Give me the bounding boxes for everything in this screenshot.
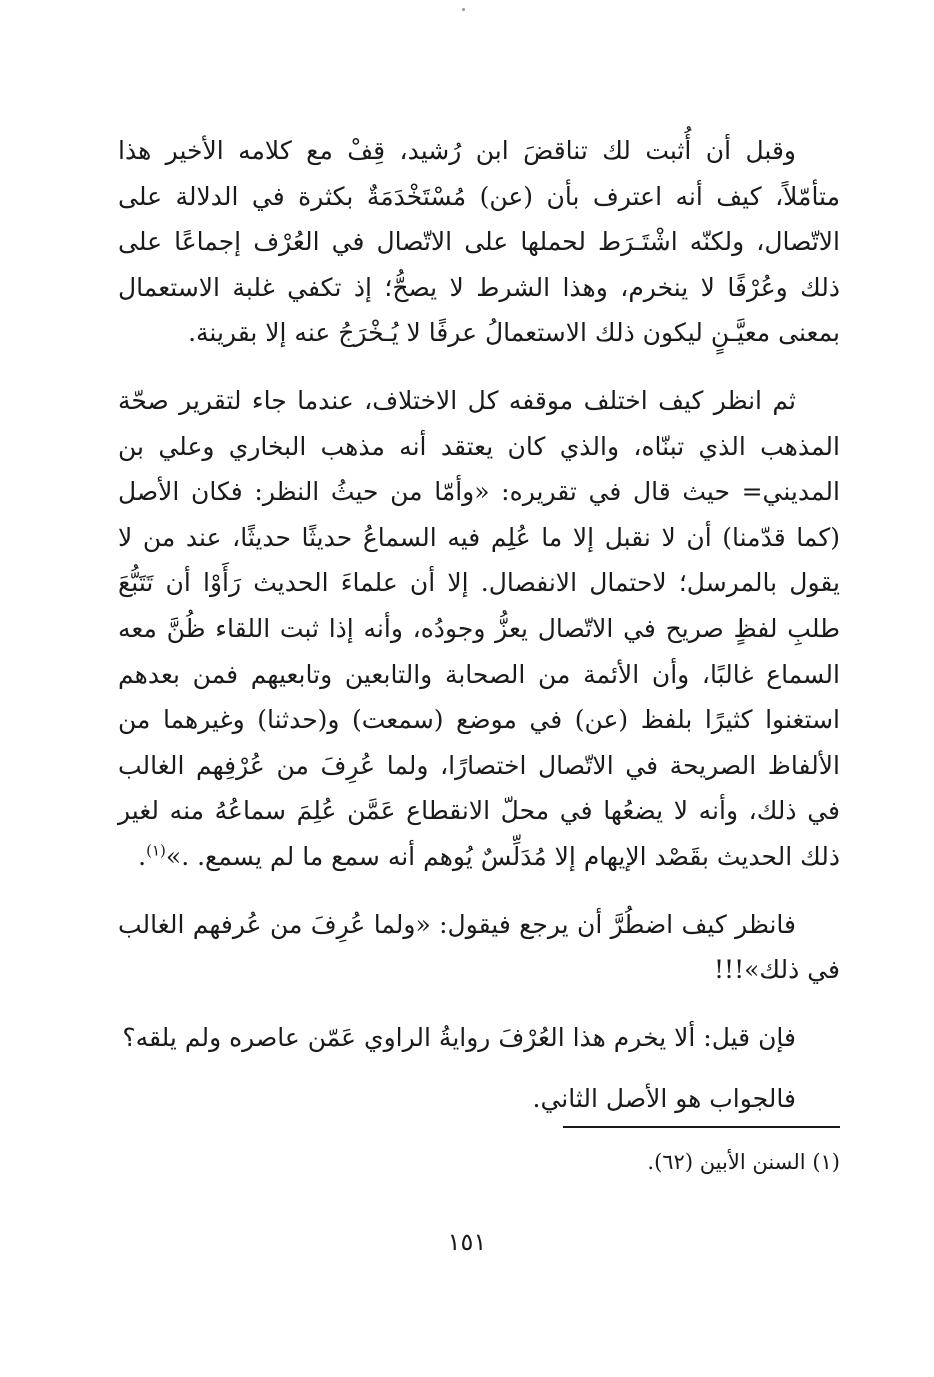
scan-mark [462,8,465,11]
paragraph-5: فالجواب هو الأصل الثاني. [532,1084,796,1114]
paragraph-2 [118,378,840,880]
paragraph-3: فانظر كيف اضطُرَّ أن يرجع فيقول: «ولما عُرِفَ من عُرفهم الغالب في ذلك»!!! [118,909,840,985]
page-number: ١٥١ [447,1228,487,1256]
paragraph-2-end: . [138,841,147,871]
footnotes [118,1142,840,1182]
main-text [118,128,840,1138]
footnote-reference[interactable]: (١) [146,841,166,860]
paragraph-2-text: ثم انظر كيف اختلف موقفه كل الاختلاف، عندما جاء لتقرير صحّة المذهب الذي تبنّاه، والذي كان يعتقد أنه مذهب البخاري وعلي بن المديني= حيث قال في تقريره: «وأمّا من حيثُ النظر: فكان الأصل (كما قدّمنا) أن لا نقبل إلا ما عُلِم فيه السماعُ حديثًا حديثًا، عند من لا يقول بالمرسل؛ لاحتمال الانفصال. إلا أن علماءَ الحديث رَأَوْا أن تَتَبُّعَ طلبِ لفظٍ صريح في الاتّصال يعزُّ وجودُه، وأنه إذا ثبت اللقاء ظُنَّ معه السماع غالبًا، وأن الأئمة من الصحابة والتابعين وتابعيهم فمن بعدهم استغنوا كثيرًا بلفظ (عن) في موضع (سمعت) و(حدثنا) وغيرهما من الألفاظ الصريحة في الاتّصال اختصارًا، ولما عُرِفَ من عُرْفِهم الغالب في ذلك، وأنه لا يضعُها في محلّ الانقطاع عَمَّن عُلِمَ سماعُهُ منه لغير ذلك الحديث بقَصْد الإيهام إلا مُدَلِّسٌ يُوهم أنه سمع ما لم يسمع. .» [118,385,840,871]
paragraph-4: فإن قيل: ألا يخرم هذا العُرْفَ روايةُ الراوي عَمّن عاصره ولم يلقه؟ [122,1022,796,1052]
footnote-divider [563,1126,840,1128]
footnote-1: (١) السنن الأبين (٦٢). [647,1150,840,1174]
paragraph-1: وقبل أن أُثبت لك تناقضَ ابن رُشيد، قِفْ مع كلامه الأخير هذا متأمّلاً، كيف أنه اعترف بأن (عن) مُسْتَخْدَمَةٌ بكثرة في الدلالة على الاتّصال، ولكنّه اشْتَـرَط لحملها على الاتّصال في العُرْف إجماعًا على ذلك وعُرْفًا لا ينخرم، وهذا الشرط لا يصحُّ؛ إذ تكفي غلبة الاستعمال بمعنى معيَّـنٍ ليكون ذلك الاستعمالُ عرفًا لا يُـخْرَجُ عنه إلا بقرينة. [118,136,840,348]
